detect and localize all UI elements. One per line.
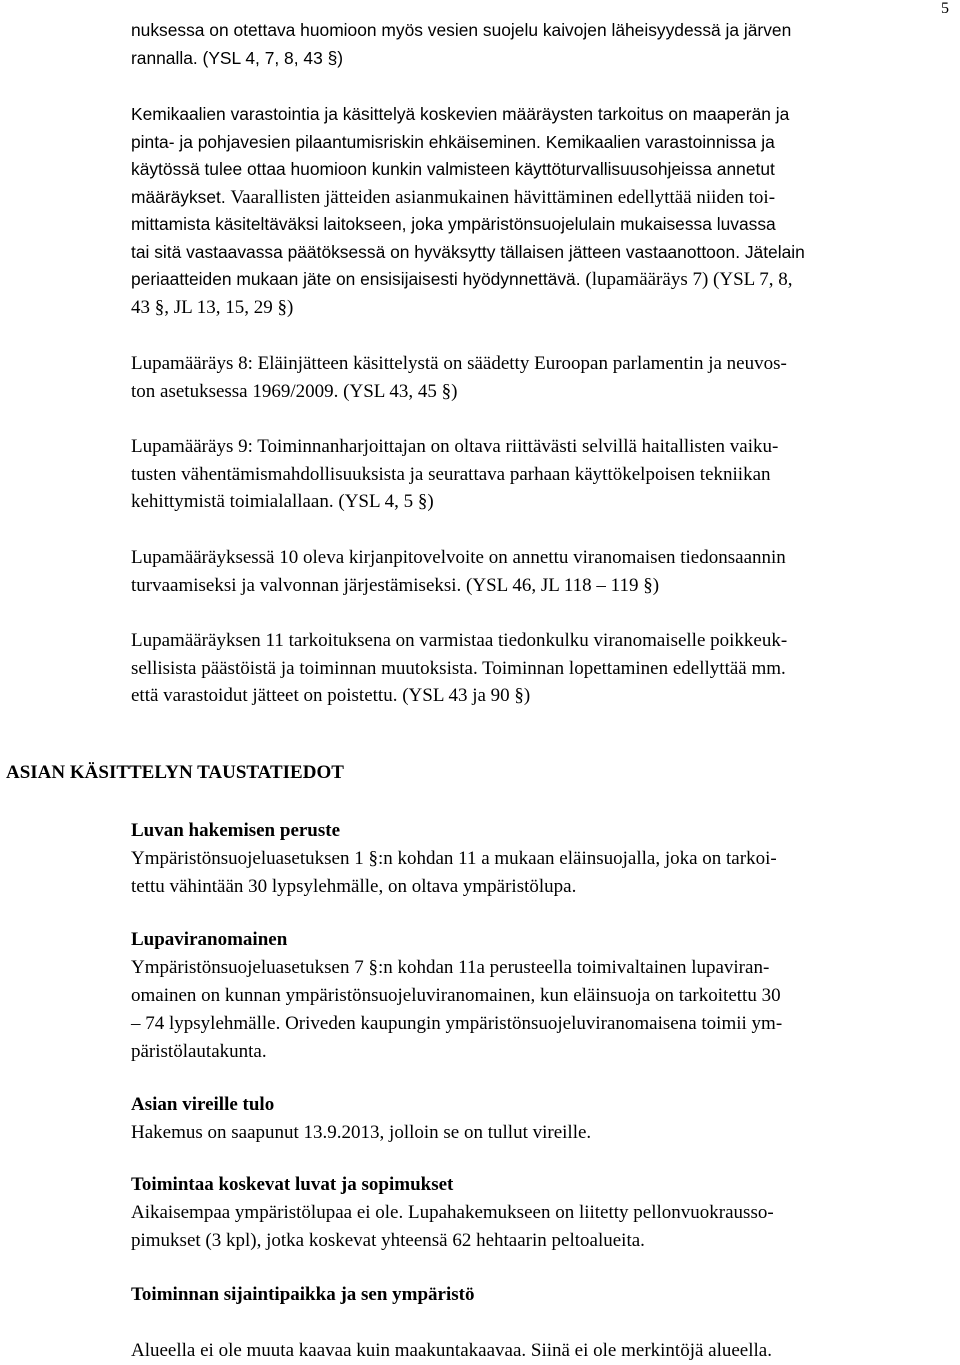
text-line: Hakemus on saapunut 13.9.2013, jolloin se on tullut vireille. (131, 1122, 592, 1143)
text-line (131, 294, 951, 322)
text-line (131, 156, 951, 184)
text-run: pinta- ja pohjavesien pilaantumisriskin ehkäiseminen. Kemikaalien varastoinnissa ja (131, 131, 775, 152)
text-line (131, 45, 951, 73)
text-line (131, 101, 951, 129)
section-heading: ASIAN KÄSITTELYN TAUSTATIEDOT (6, 762, 344, 783)
text-run: (lupamääräys 7) (YSL 7, 8, (585, 269, 793, 290)
text-run: määräykset. (131, 186, 231, 207)
subsection-pending (131, 1091, 951, 1147)
text-run: kehittymistä toimialallaan. (YSL 4, 5 §) (131, 491, 434, 512)
text-run: rannalla. (YSL 4, 7, 8, 43 §) (131, 47, 344, 68)
subsection-permit-basis (131, 817, 951, 901)
text-run: Vaarallisten jätteiden asianmukainen hävittäminen edellyttää niiden toi- (230, 186, 776, 208)
text-run: tai sitä vastaavassa päätöksessä on hyväksytty tällaisen jätteen vastaanottoon. Jätelain (131, 241, 805, 262)
subsection-permit-authority (131, 926, 951, 1066)
text-line: Aikaisempaa ympäristölupaa ei ole. Lupahakemukseen on liitetty pellonvuokrausso- (131, 1202, 774, 1223)
paragraph-protection-wells (131, 17, 951, 72)
paragraph-permit-condition-9 (131, 433, 951, 516)
subsection-heading: Luvan hakemisen peruste (131, 820, 341, 841)
subsection-heading: Asian vireille tulo (131, 1094, 275, 1115)
paragraph-permit-condition-8 (131, 350, 951, 405)
text-run: Kemikaalien varastointia ja käsittelyä koskevien määräysten tarkoitus on maaperän ja (131, 104, 790, 124)
text-run: periaatteiden mukaan jäte on ensisijaisesti hyödynnettävä. (131, 269, 586, 289)
text-line (131, 378, 951, 406)
text-line (131, 350, 951, 378)
text-line (131, 266, 951, 294)
text-line (131, 682, 951, 710)
paragraph-chemicals-waste (131, 101, 951, 321)
text-run: sellisista päästöistä ja toiminnan muutoksista. Toiminnan lopettaminen edellyttää mm. (131, 657, 786, 679)
text-run: nuksessa on otettava huomioon myös vesien suojelu kaivojen läheisyydessä ja järven (131, 20, 792, 40)
paragraph-permit-condition-11 (131, 627, 951, 710)
text-run: käytössä tulee ottaa huomioon kunkin valmisteen käyttöturvallisuusohjeissa annetut (131, 159, 775, 179)
subsection-location (131, 1281, 951, 1365)
text-line (131, 488, 951, 516)
text-line (131, 17, 951, 45)
text-line (131, 1309, 951, 1337)
text-run: Lupamääräys 9: Toiminnanharjoittajan on oltava riittävästi selvillä haitallisten vaiku- (131, 436, 779, 457)
page-number: 5 (941, 0, 949, 17)
text-run: Lupamääräys 8: Eläinjätteen käsittelystä on säädetty Euroopan parlamentin ja neuvos- (131, 353, 787, 374)
text-line (131, 211, 951, 239)
text-line (131, 544, 951, 572)
text-run: tusten vähentämismahdollisuuksista ja seurattava parhaan käyttökelpoisen tekniikan (131, 463, 771, 485)
text-line (131, 184, 951, 212)
text-run: Lupamääräyksessä 10 oleva kirjanpitovelvoite on annettu viranomaisen tiedonsaannin (131, 547, 786, 568)
text-line (131, 461, 951, 489)
subsection-permits-agreements (131, 1171, 951, 1255)
subsection-heading: Lupaviranomainen (131, 929, 288, 950)
text-line: tettu vähintään 30 lypsylehmälle, on oltava ympäristölupa. (131, 876, 577, 897)
text-run: että varastoidut jätteet on poistettu. (YSL 43 ja 90 §) (131, 685, 531, 706)
text-line: Ympäristönsuojeluasetuksen 7 §:n kohdan 11a perusteella toimivaltainen lupaviran- (131, 957, 770, 978)
text-line: – 74 lypsylehmälle. Oriveden kaupungin ympäristönsuojeluviranomaisena toimii ym- (131, 1013, 783, 1034)
text-line (131, 433, 951, 461)
text-run: mittamista käsiteltäväksi laitokseen, joka ympäristönsuojelulain mukaisessa luvassa (131, 214, 776, 234)
text-line (131, 239, 951, 267)
text-line (131, 655, 951, 683)
text-run: turvaamiseksi ja valvonnan järjestämiseksi. (YSL 46, JL 118 – 119 §) (131, 574, 660, 596)
text-line: Ympäristönsuojeluasetuksen 1 §:n kohdan 11 a mukaan eläinsuojalla, joka on tarkoi- (131, 848, 777, 869)
text-line (131, 129, 951, 157)
text-line (131, 627, 951, 655)
text-line: Alueella ei ole muuta kaavaa kuin maakuntakaavaa. Siinä ei ole merkintöjä alueella. (131, 1340, 772, 1361)
subsection-heading: Toimintaa koskevat luvat ja sopimukset (131, 1174, 454, 1195)
text-line: omainen on kunnan ympäristönsuojeluviranomainen, kun eläinsuoja on tarkoitettu 30 (131, 985, 781, 1006)
text-run: ton asetuksessa 1969/2009. (YSL 43, 45 §) (131, 380, 458, 402)
text-line: päristölautakunta. (131, 1041, 267, 1062)
text-run: Lupamääräyksen 11 tarkoituksena on varmistaa tiedonkulku viranomaiselle poikkeuk- (131, 630, 788, 651)
text-run: 43 §, JL 13, 15, 29 §) (131, 296, 294, 318)
text-line: pimukset (3 kpl), jotka koskevat yhteensä 62 hehtaarin peltoalueita. (131, 1230, 645, 1251)
text-line (131, 572, 951, 600)
paragraph-permit-condition-10 (131, 544, 951, 599)
subsection-heading: Toiminnan sijaintipaikka ja sen ympäristö (131, 1284, 475, 1305)
